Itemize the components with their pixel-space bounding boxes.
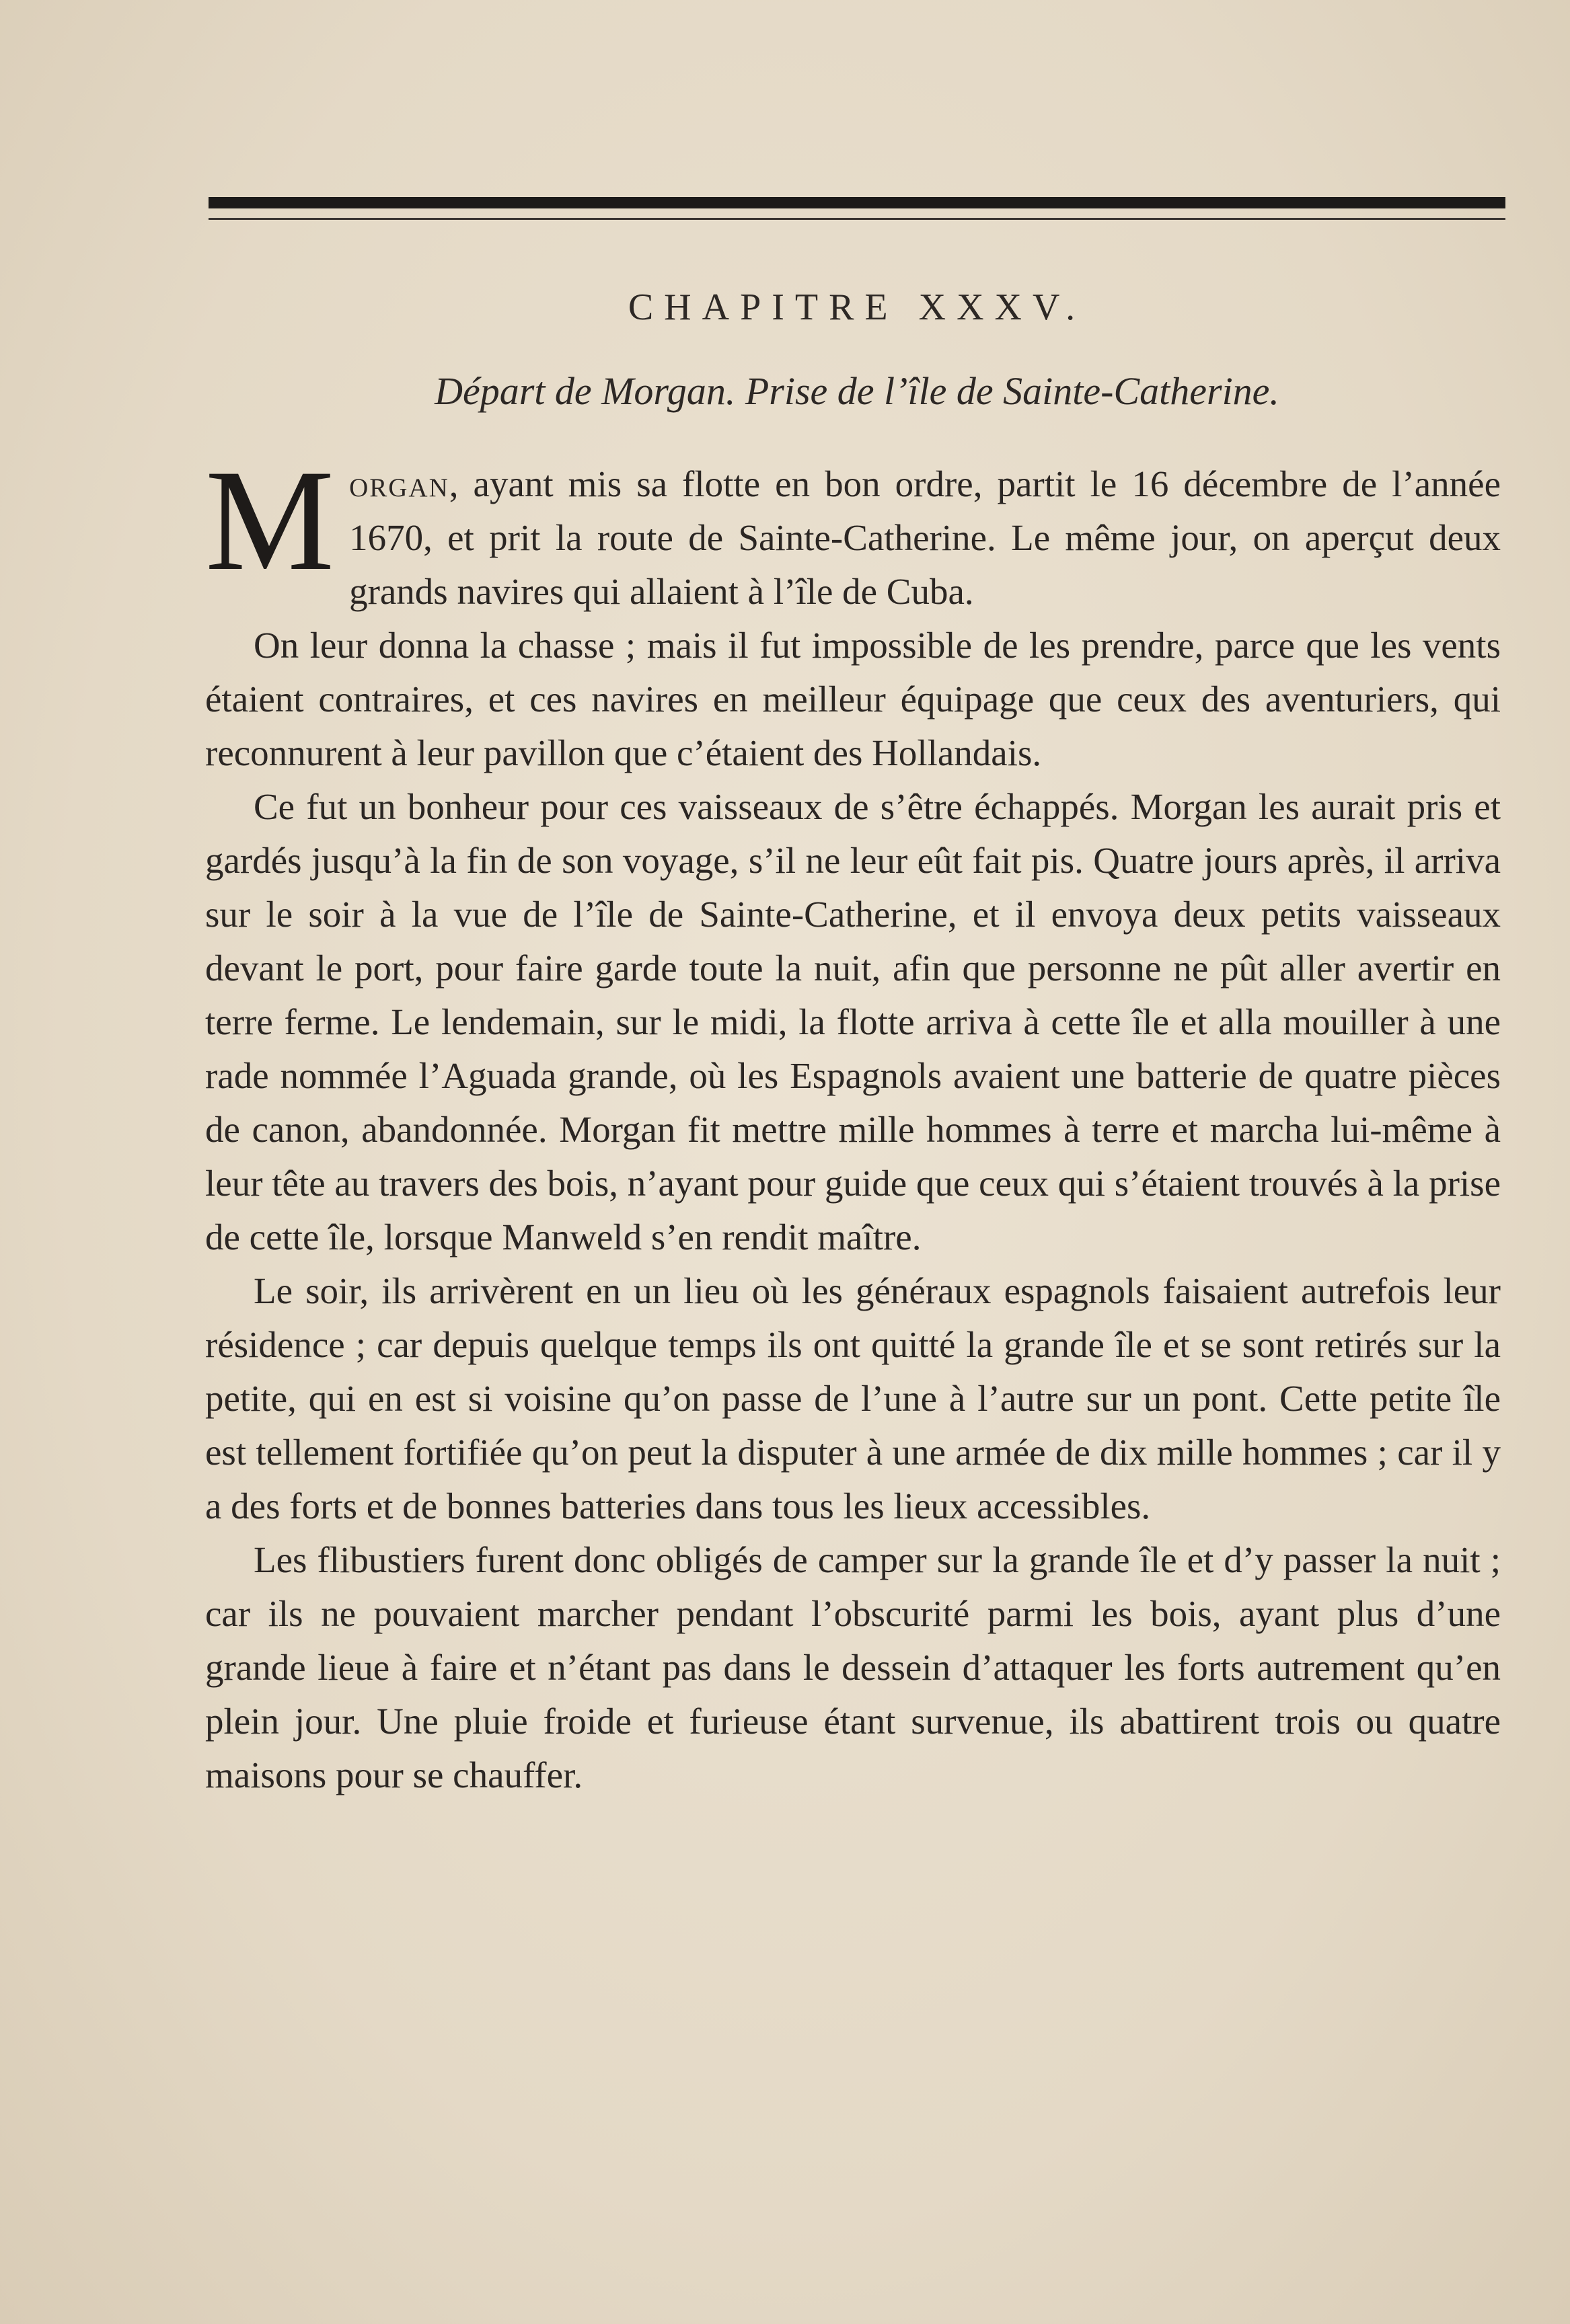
paragraph-4 <box>205 1264 1501 1533</box>
paragraph-text: On leur donna la chasse ; mais il fut impossible de les prendre, parce que les vents étaient contraires, et ces navires en meilleur équipage que ceux des aventuriers, qui reconnurent à leur pavillon que c’étaient des Hollandais. <box>205 625 1501 773</box>
paragraph-1 <box>205 440 1501 619</box>
paragraph-2 <box>205 619 1501 780</box>
body-text <box>205 440 1501 1802</box>
header-rule-thin <box>209 218 1505 220</box>
chapter-title: CHAPITRE XXXV. <box>628 286 1086 328</box>
paragraph-text: Les flibustiers furent donc obligés de camper sur la grande île et d’y passer la nuit ; car ils ne pouvaient marcher pendant l’obscurité parmi les bois, ayant plus d’une grande lieue à faire et n’étant pas dans le dessein d’attaquer les forts autrement qu’en plein jour. Une pluie froide et furieuse étant survenue, ils abattirent trois ou quatre maisons pour se chauffer. <box>205 1539 1501 1795</box>
chapter-subtitle: Départ de Morgan. Prise de l’île de Sainte-Catherine. <box>435 369 1279 413</box>
paragraph-text: Le soir, ils arrivèrent en un lieu où les généraux espagnols faisaient autrefois leur résidence ; car depuis quelque temps ils ont quitté la grande île et se sont retirés sur la petite, qui en est si voisine qu’on passe de l’une à l’autre sur un pont. Cette petite île est tellement fortifiée qu’on peut la disputer à une armée de dix mille hommes ; car il y a des forts et de bonnes batteries dans tous les lieux accessibles. <box>205 1270 1501 1526</box>
paragraph-5 <box>205 1533 1501 1802</box>
paragraph-text: , ayant mis sa flotte en bon ordre, partit le 16 décembre de l’année 1670, et prit la route de Sainte-Catherine. Le même jour, on aperçut deux grands navires qui allaient à l’île de Cuba. <box>349 463 1501 612</box>
small-caps-word: organ <box>349 463 449 504</box>
header-rule-thick <box>209 197 1505 208</box>
paragraph-text: Ce fut un bonheur pour ces vaisseaux de s’être échappés. Morgan les aurait pris et gardés jusqu’à la fin de son voyage, s’il ne leur eût fait pis. Quatre jours après, il arriva sur le soir à la vue de l’île de Sainte-Catherine, et il envoya deux petits vaisseaux devant le port, pour faire garde toute la nuit, afin que personne ne pût aller avertir en terre ferme. Le lendemain, sur le midi, la flotte arriva à cette île et alla mouiller à une rade nommée l’Aguada grande, où les Espagnols avaient une batterie de quatre pièces de canon, abandonnée. Morgan fit mettre mille hommes à terre et marcha lui-même à leur tête au travers des bois, n’ayant pour guide que ceux qui s’étaient trouvés à la prise de cette île, lorsque Manweld s’en rendit maître. <box>205 786 1501 1257</box>
drop-cap: M <box>205 440 335 601</box>
paragraph-3 <box>205 780 1501 1264</box>
